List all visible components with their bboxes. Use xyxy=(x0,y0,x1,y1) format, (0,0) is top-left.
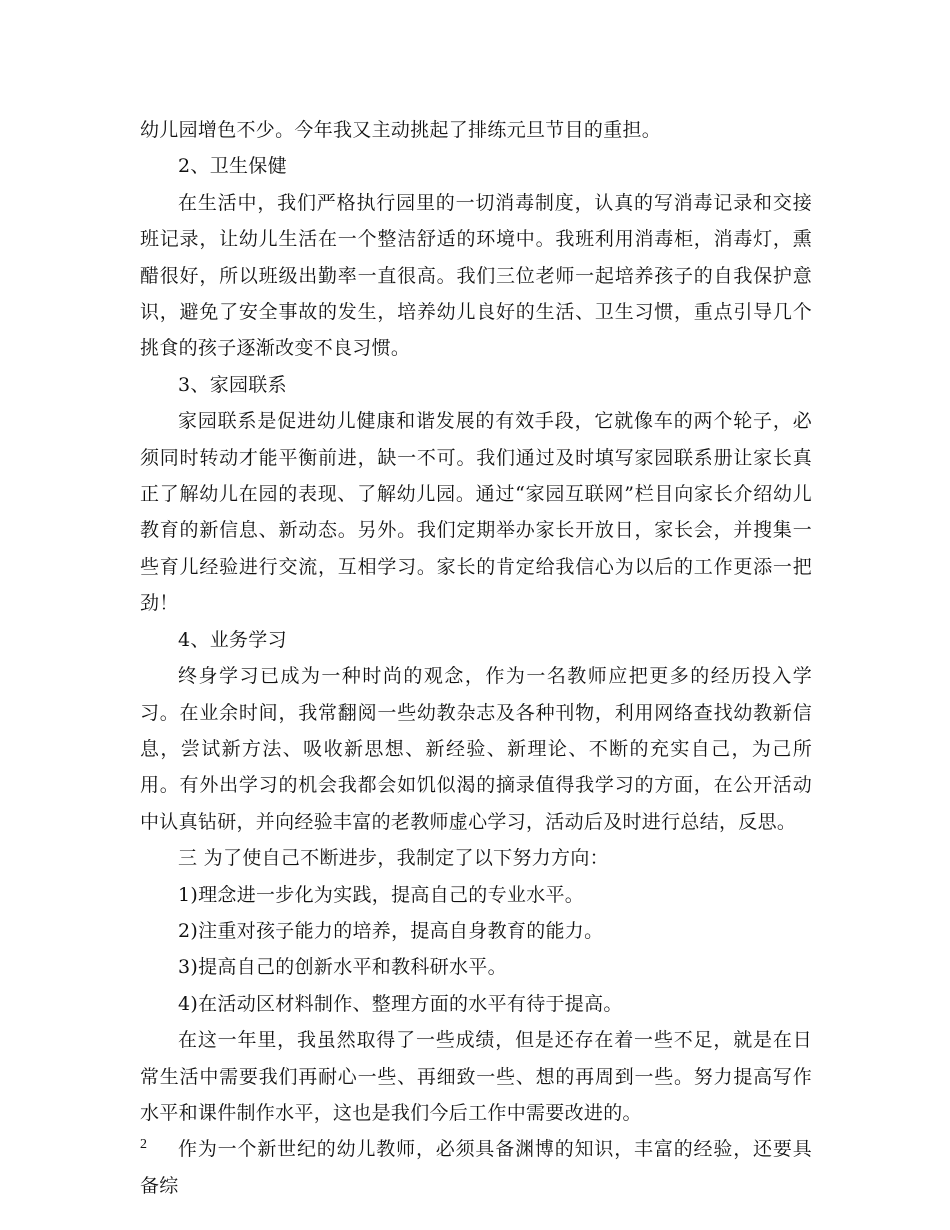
goal-item-3: 3)提高自己的创新水平和教科研水平。 xyxy=(178,956,507,979)
section-heading-goals: 三 为了使自己不断进步，我制定了以下努力方向： xyxy=(178,847,609,870)
section-heading-hygiene: 2、卫生保健 xyxy=(178,155,287,178)
paragraph-continuation: 幼儿园增色不少。今年我又主动挑起了排练元旦节目的重担。 xyxy=(140,119,662,141)
section-heading-study: 4、业务学习 xyxy=(178,628,287,651)
paragraph-study: 终身学习已成为一种时尚的观念，作为一名教师应把更多的经历投入学习。在业余时间，我常翻阅一些幼教杂志及各种刊物，利用网络查找幼教新信息，尝试新方法、吸收新思想、新经验、新理论、不断的充实自己，为己所用。有外出学习的机会我都会如饥似渴的摘录值得我学习的方面，在公开活动中认真钻研，并向经验丰富的老教师虚心学习，活动后及时进行总结，反思。 xyxy=(140,665,812,833)
goal-item-4: 4)在活动区材料制作、整理方面的水平有待于提高。 xyxy=(178,992,623,1015)
goal-item-2: 2)注重对孩子能力的培养，提高自身教育的能力。 xyxy=(178,919,604,942)
document-body xyxy=(140,112,812,1204)
paragraph-hygiene: 在生活中，我们严格执行园里的一切消毒制度，认真的写消毒记录和交接班记录，让幼儿生活在一个整洁舒适的环境中。我班利用消毒柜，消毒灯，熏醋很好，所以班级出勤率一直很高。我们三位老师一起培养孩子的自我保护意识，避免了安全事故的发生，培养幼儿良好的生活、卫生习惯，重点引导几个挑食的孩子逐渐改变不良习惯。 xyxy=(140,191,812,360)
paragraph-home-school: 家园联系是促进幼儿健康和谐发展的有效手段，它就像车的两个轮子，必须同时转动才能平衡前进，缺一不可。我们通过及时填写家园联系册让家长真正了解幼儿在园的表现、了解幼儿园。通过“家园互联网”栏目向家长介绍幼儿教育的新信息、新动态。另外。我们定期举办家长开放日，家长会，并搜集一些育儿经验进行交流，互相学习。家长的肯定给我信心为以后的工作更添一把劲！ xyxy=(140,410,812,615)
page-number: 2 xyxy=(140,1137,147,1152)
paragraph-closing: 作为一个新世纪的幼儿教师，必须具备渊博的知识，丰富的经验，还要具备综 xyxy=(140,1138,812,1197)
paragraph-summary: 在这一年里，我虽然取得了一些成绩，但是还存在着一些不足，就是在日常生活中需要我们再耐心一些、再细致一些、想的再周到一些。努力提高写作水平和课件制作水平，这也是我们今后工作中需要改进的。 xyxy=(140,1029,812,1124)
goal-item-1: 1)理念进一步化为实践，提高自己的专业水平。 xyxy=(178,883,585,906)
section-heading-home-school: 3、家园联系 xyxy=(178,373,287,396)
